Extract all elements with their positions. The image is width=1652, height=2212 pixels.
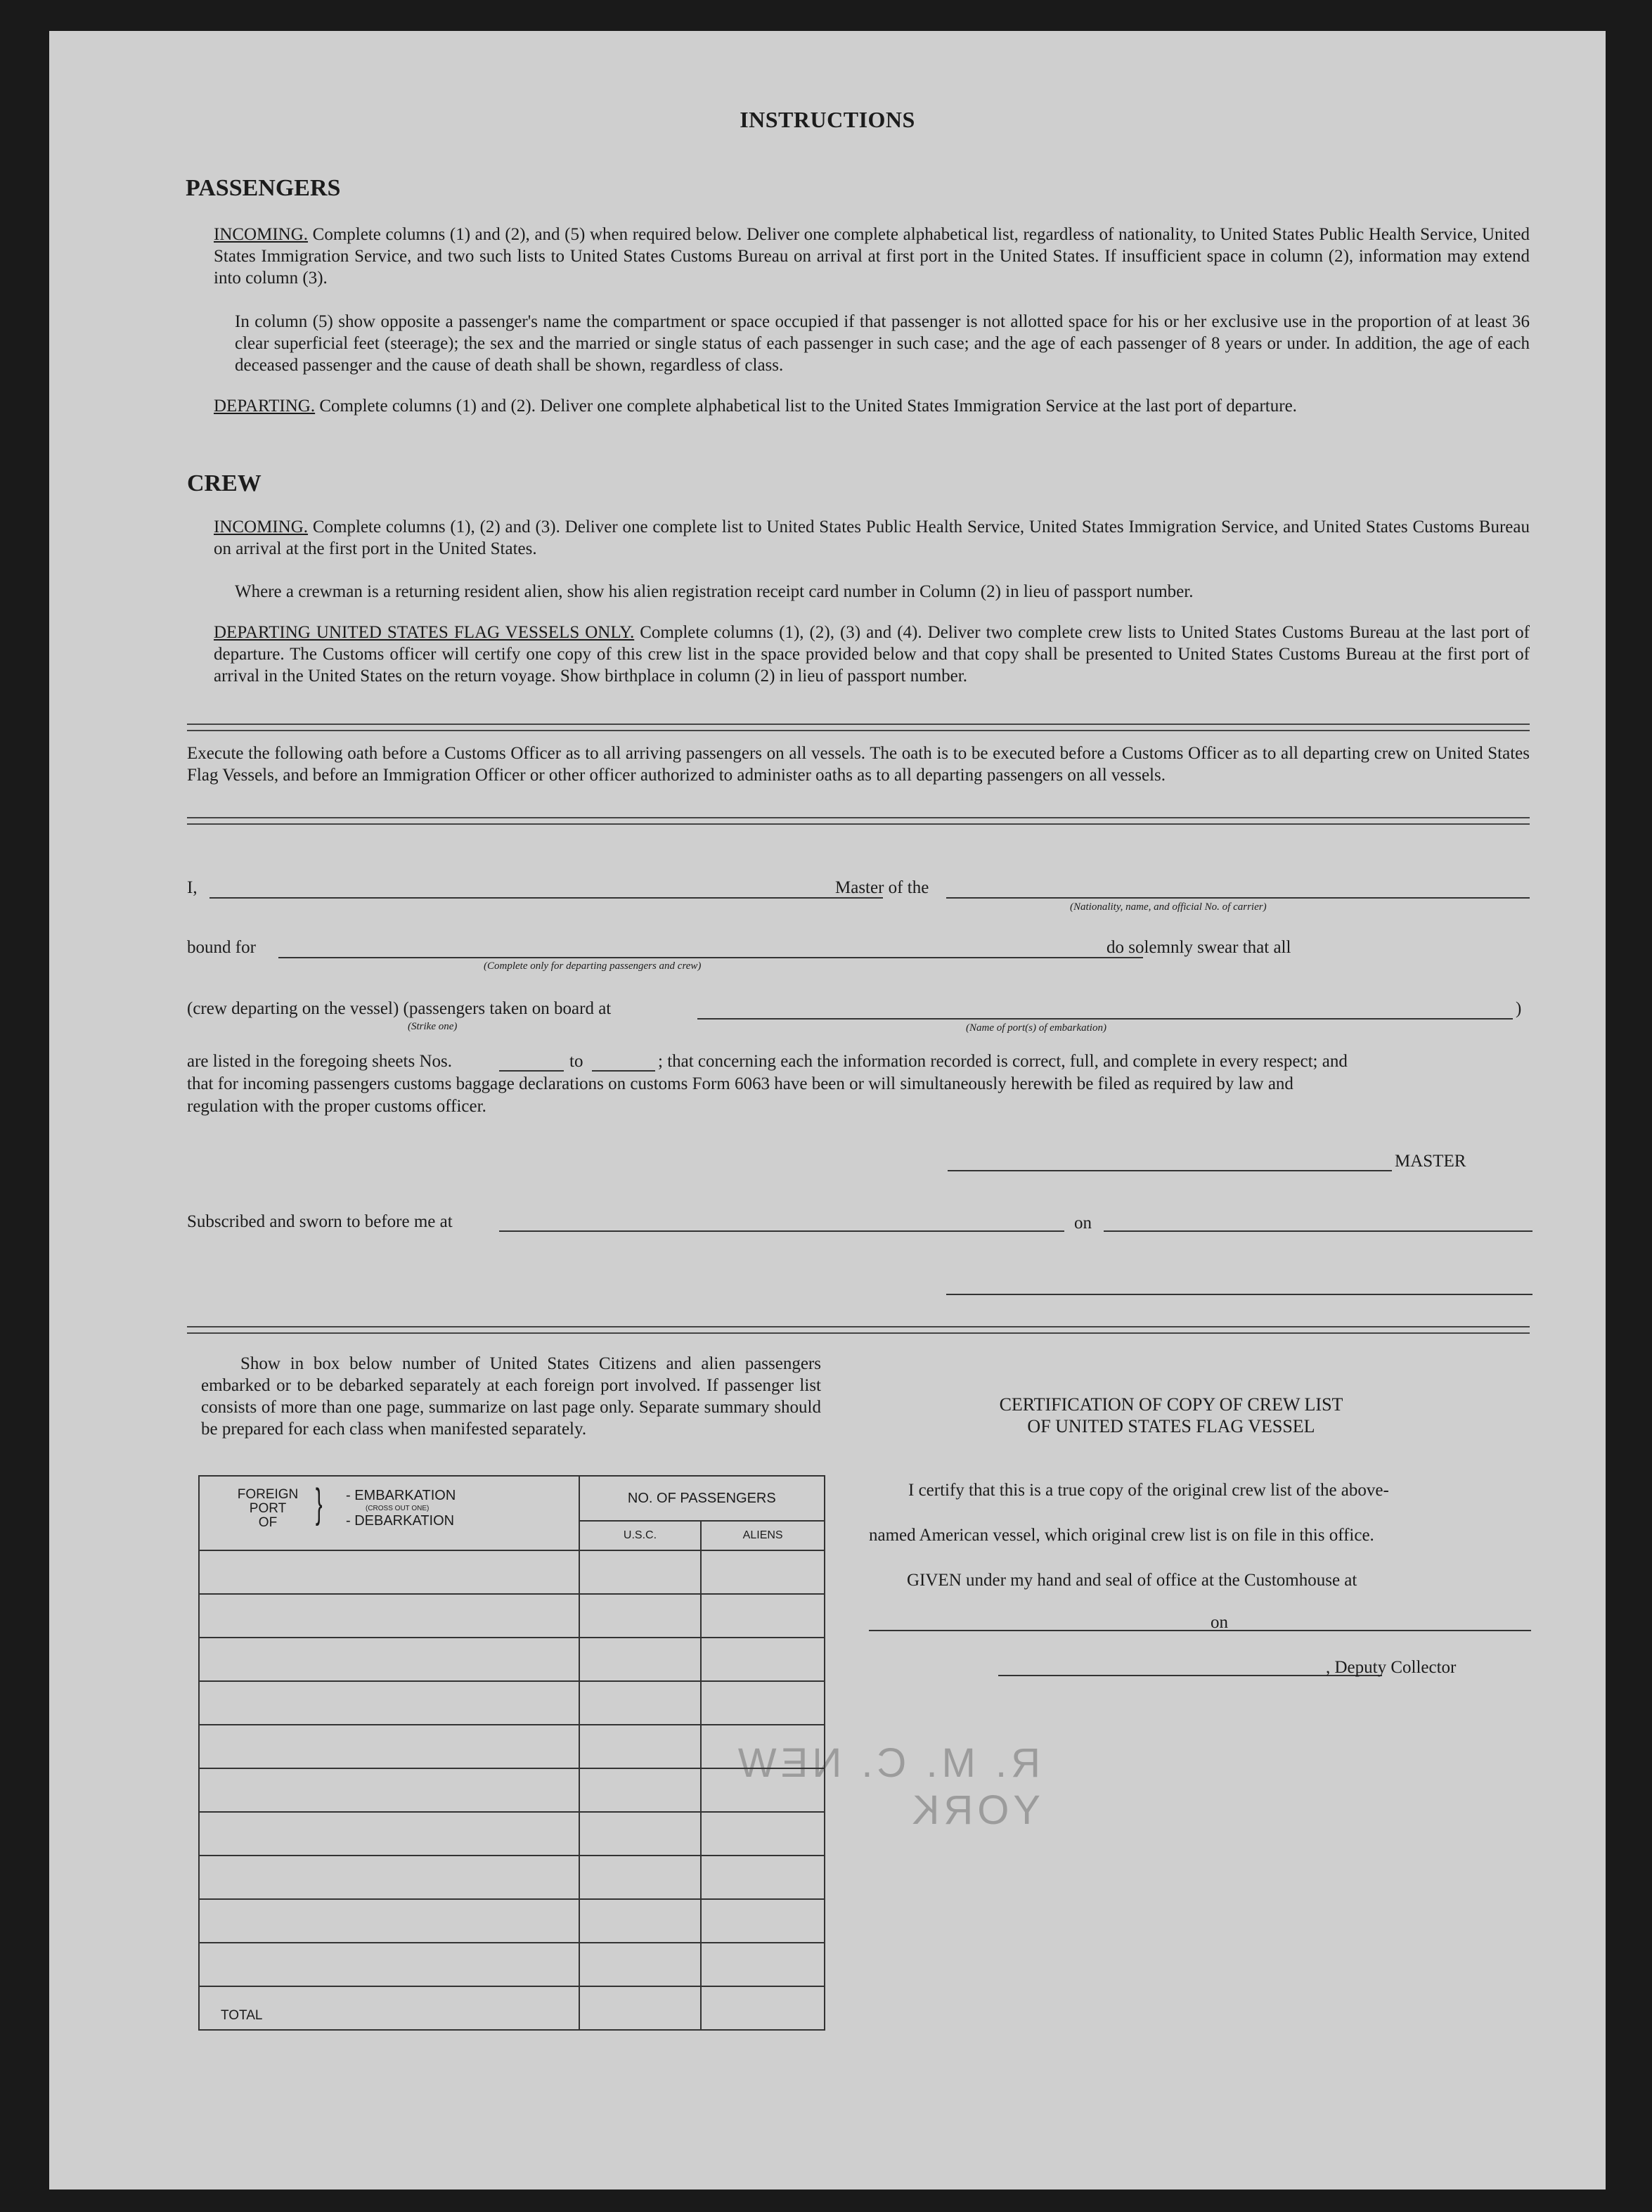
usc-cell[interactable] <box>579 1899 702 1943</box>
total-row <box>199 1986 825 2030</box>
aliens-total-cell[interactable] <box>701 1986 825 2030</box>
crew-departing-label: DEPARTING UNITED STATES FLAG VESSELS ONLY. <box>214 623 635 642</box>
usc-cell[interactable] <box>579 1856 702 1899</box>
carrier-field[interactable] <box>946 897 1530 899</box>
listed-line-2: that for incoming passengers customs baggage declarations on customs Form 6063 have been or will simultaneously herewith be filed as required by law and <box>187 1074 1293 1093</box>
subscribed-label: Subscribed and sworn to before me at <box>187 1212 453 1231</box>
certification-title-line-2: OF UNITED STATES FLAG VESSEL <box>1027 1416 1315 1436</box>
oath-i-label: I, <box>187 878 198 897</box>
master-of-the-label: Master of the <box>835 878 929 897</box>
port-cell[interactable] <box>199 1899 579 1943</box>
port-cell[interactable] <box>199 1812 579 1856</box>
certify-line-1: I certify that this is a true copy of the original crew list of the above- <box>908 1481 1389 1500</box>
stamp-bleedthrough: R. M. C. NEW YORK <box>733 1740 1040 1833</box>
port-cell[interactable] <box>199 1594 579 1638</box>
usc-cell[interactable] <box>579 1681 702 1725</box>
foreign-word: FOREIGN <box>237 1487 299 1502</box>
master-name-field[interactable] <box>209 897 883 899</box>
usc-cell[interactable] <box>579 1768 702 1812</box>
port-word: PORT <box>249 1501 287 1516</box>
usc-cell[interactable] <box>579 1812 702 1856</box>
usc-cell[interactable] <box>579 1550 702 1594</box>
listed-label: are listed in the foregoing sheets Nos. <box>187 1052 452 1071</box>
port-cell[interactable] <box>199 1768 579 1812</box>
usc-cell[interactable] <box>579 1725 702 1768</box>
foreign-port-of-label <box>236 1488 299 1530</box>
aliens-cell[interactable] <box>701 1943 825 1986</box>
aliens-cell[interactable] <box>701 1594 825 1638</box>
cross-out-label: (CROSS OUT ONE) <box>366 1505 430 1512</box>
document-page <box>49 31 1606 2190</box>
table-row <box>199 1681 825 1725</box>
listed-line-3: regulation with the proper customs officer. <box>187 1097 486 1116</box>
table-row <box>199 1899 825 1943</box>
embarkation-label: - EMBARKATION <box>346 1488 456 1503</box>
to-label: to <box>569 1052 583 1071</box>
bound-for-hint: (Complete only for departing passengers and crew) <box>484 960 702 972</box>
sworn-on-label: on <box>1074 1214 1092 1233</box>
total-label: TOTAL <box>199 1986 579 2030</box>
sheet-from-field[interactable] <box>499 1070 564 1072</box>
bound-for-label: bound for <box>187 938 256 957</box>
sheet-to-field[interactable] <box>592 1070 655 1072</box>
summary-instructions: Show in box below number of United States Citizens and alien passengers embarked or to be debarked separately at each foreign port involved. If passenger list consists of more than one page, summarize on last page only. Separate summary should be prepared for each class when manifested separately. <box>201 1354 821 1439</box>
crew-resident-paragraph: Where a crewman is a returning resident alien, show his alien registration receipt card number in Column (2) in lieu of passport number. <box>235 582 1194 601</box>
passengers-departing-paragraph <box>214 395 1530 417</box>
port-cell[interactable] <box>199 1725 579 1768</box>
certify-line-2: named American vessel, which original crew list is on file in this office. <box>869 1526 1374 1545</box>
strike-one-hint: (Strike one) <box>408 1021 458 1032</box>
port-cell[interactable] <box>199 1550 579 1594</box>
passenger-summary-table <box>198 1475 825 2031</box>
carrier-hint: (Nationality, name, and official No. of carrier) <box>1070 901 1267 913</box>
table-row <box>199 1943 825 1986</box>
sworn-date-field[interactable] <box>1104 1230 1532 1232</box>
master-signature-field[interactable] <box>948 1170 1392 1171</box>
cert-on-label: on <box>1211 1613 1228 1632</box>
crew-departing-text: Complete columns (1), (2), (3) and (4). Deliver two complete crew lists to United States Customs Bureau at the last port of departure. The Customs officer will certify one copy of this crew list in the space provided below and that copy shall be presented to United States Customs Bureau at the first port of arrival in the United States on the return voyage. Show birthplace in column (2) in lieu of passport number. <box>214 623 1530 686</box>
crew-departing-paragraph <box>214 622 1530 687</box>
given-label: GIVEN under my hand and seal of office at the Customhouse at <box>907 1571 1357 1590</box>
no-of-passengers-header: NO. OF PASSENGERS <box>579 1476 825 1521</box>
aliens-cell[interactable] <box>701 1812 825 1856</box>
officer-signature-field[interactable] <box>946 1294 1532 1295</box>
listed-rest: ; that concerning each the information recorded is correct, full, and complete in every respect; and <box>658 1052 1348 1071</box>
table-row <box>199 1594 825 1638</box>
deputy-signature-field[interactable] <box>998 1675 1382 1676</box>
passengers-incoming-text: Complete columns (1) and (2), and (5) when required below. Deliver one complete alphabetical list, regardless of nationality, to United States Public Health Service, United States Immigration Service, and two such lists to United States Customs Bureau on arrival at first port in the United States. If insufficient space in column (2), information may extend into column (3). <box>214 225 1530 288</box>
oath-instructions: Execute the following oath before a Customs Officer as to all arriving passengers on all vessels. The oath is to be executed before a Customs Officer as to all departing crew on United States Flag Vessels, and before an Immigration Officer or other officer authorized to administer oaths as to all departing passengers on all vessels. <box>187 744 1530 785</box>
divider-3 <box>187 1326 1530 1334</box>
passengers-heading: PASSENGERS <box>186 175 341 201</box>
crew-incoming-text: Complete columns (1), (2) and (3). Deliver one complete list to United States Public Health Service, United States Immigration Service, and United States Customs Bureau on arrival at the first port in the United States. <box>214 517 1530 558</box>
crew-incoming-paragraph <box>214 516 1530 560</box>
passengers-departing-text: Complete columns (1) and (2). Deliver one complete alphabetical list to the United States Immigration Service at the last port of departure. <box>319 397 1297 416</box>
table-row <box>199 1725 825 1768</box>
close-paren: ) <box>1516 999 1522 1018</box>
divider-2 <box>187 817 1530 825</box>
passengers-incoming-paragraph <box>214 224 1530 289</box>
table-row <box>199 1550 825 1594</box>
port-cell[interactable] <box>199 1943 579 1986</box>
table-row <box>199 1856 825 1899</box>
certification-title <box>862 1394 1480 1437</box>
aliens-header: ALIENS <box>701 1521 825 1550</box>
certification-title-line-1: CERTIFICATION OF COPY OF CREW LIST <box>999 1394 1343 1415</box>
divider-1 <box>187 724 1530 731</box>
table-row <box>199 1812 825 1856</box>
port-cell[interactable] <box>199 1638 579 1681</box>
aliens-cell[interactable] <box>701 1856 825 1899</box>
crew-heading: CREW <box>187 470 262 496</box>
crew-departing-label: (crew departing on the vessel) (passengers taken on board at <box>187 999 612 1018</box>
ports-field[interactable] <box>697 1018 1513 1020</box>
bound-for-field[interactable] <box>278 957 1143 958</box>
aliens-cell[interactable] <box>701 1550 825 1594</box>
port-cell[interactable] <box>199 1681 579 1725</box>
page-title: INSTRUCTIONS <box>740 107 915 132</box>
foreign-port-header <box>199 1476 579 1550</box>
debarkation-label: - DEBARKATION <box>346 1513 455 1529</box>
usc-cell[interactable] <box>579 1638 702 1681</box>
of-word: OF <box>258 1515 278 1530</box>
swear-label: do solemnly swear that all <box>1106 938 1291 957</box>
aliens-cell[interactable] <box>701 1638 825 1681</box>
ports-hint: (Name of port(s) of embarkation) <box>966 1022 1106 1034</box>
deputy-collector-label: , Deputy Collector <box>1326 1658 1457 1677</box>
usc-cell[interactable] <box>579 1594 702 1638</box>
port-cell[interactable] <box>199 1856 579 1899</box>
usc-header: U.S.C. <box>579 1521 702 1550</box>
usc-cell[interactable] <box>579 1943 702 1986</box>
aliens-cell[interactable] <box>701 1768 825 1812</box>
crew-incoming-label: INCOMING. <box>214 517 309 536</box>
aliens-cell[interactable] <box>701 1681 825 1725</box>
aliens-cell[interactable] <box>701 1725 825 1768</box>
passengers-incoming-label: INCOMING. <box>214 225 309 244</box>
cert-date-field[interactable] <box>1237 1630 1531 1631</box>
sworn-place-field[interactable] <box>499 1230 1064 1232</box>
passengers-departing-label: DEPARTING. <box>214 397 316 416</box>
master-label: MASTER <box>1395 1152 1466 1171</box>
table-row <box>199 1638 825 1681</box>
brace-glyph: } <box>315 1481 323 1526</box>
passengers-compartment-paragraph: In column (5) show opposite a passenger's name the compartment or space occupied if that passenger is not allotted space for his or her exclusive use in the proportion of at least 36 clear superficial feet (steerage); the sex and the married or single status of each passenger in such case; and the age of each passenger of 8 years or under. In addition, the age of each deceased passenger and the cause of death shall be shown, regardless of class. <box>235 312 1530 375</box>
aliens-cell[interactable] <box>701 1899 825 1943</box>
usc-total-cell[interactable] <box>579 1986 702 2030</box>
customhouse-field[interactable] <box>869 1630 1251 1631</box>
summary-header-row <box>199 1476 825 1521</box>
table-row <box>199 1768 825 1812</box>
